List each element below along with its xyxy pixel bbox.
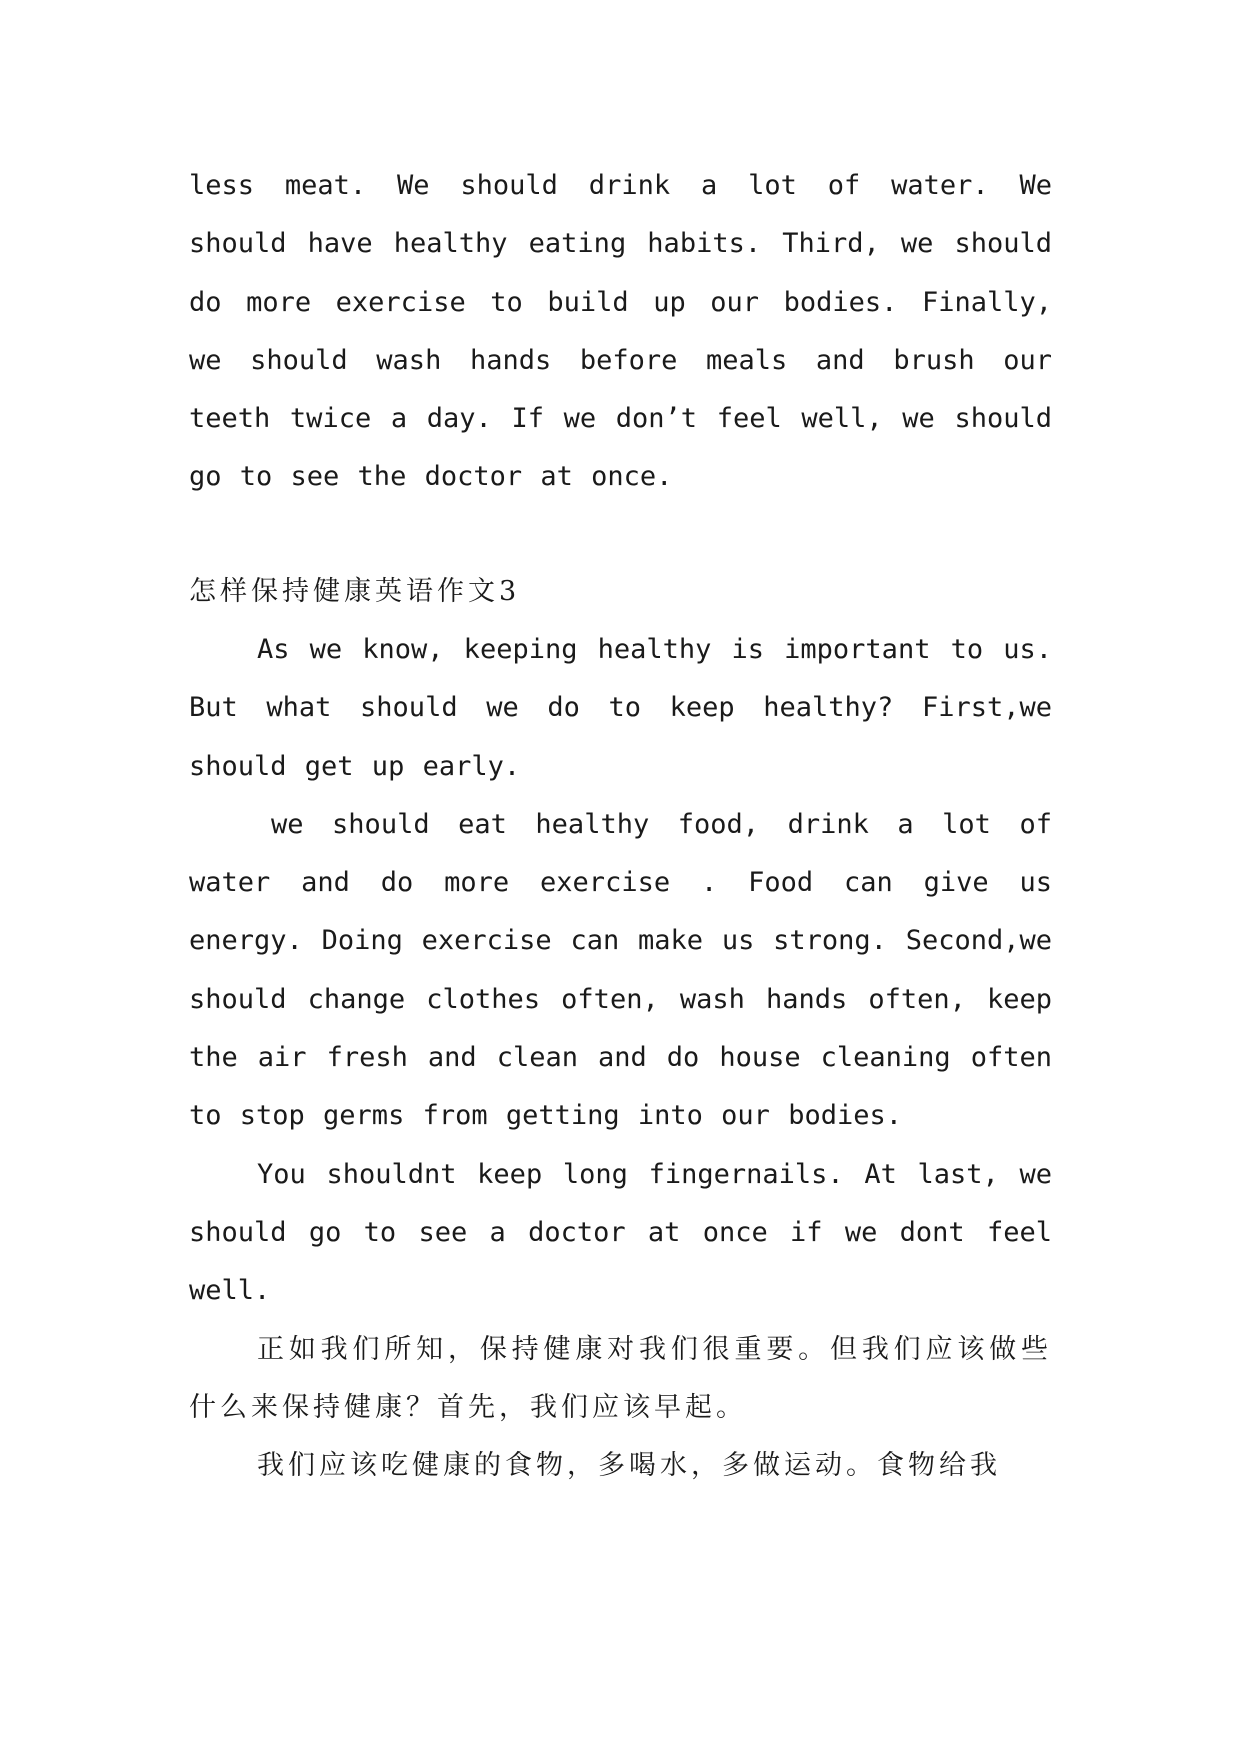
continued-paragraph: less meat. We should drink a lot of water. We should have healthy eating habits. Third, we should do more exercise to build up our bodies. Finally, we should wash hands before meals and brush our teeth twice a day. If we don’t feel well, we should go to see the doctor at once. (189, 170, 1052, 493)
essay-paragraph-chinese-food: 我们应该吃健康的食物，多喝水，多做运动。食物给我 (257, 1450, 1001, 1482)
essay-paragraph-chinese-intro: 正如我们所知，保持健康对我们很重要。但我们应该做些什么来保持健康？首先，我们应该早起。 (189, 1333, 1052, 1423)
essay-body (189, 621, 1052, 1495)
essay-paragraph-intro: As we know, keeping healthy is important to us. But what should we do to keep healthy? First,we should get up early. (189, 634, 1052, 782)
section-heading: 怎样保持健康英语作文3 (189, 576, 521, 607)
continued-paragraph-block (189, 157, 1052, 507)
essay-paragraph-conclusion: You shouldnt keep long fingernails. At last, we should go to see a doctor at once if we dont feel well. (189, 1158, 1052, 1307)
essay-paragraph-food-exercise: we should eat healthy food, drink a lot of water and do more exercise . Food can give us energy. Doing exercise can make us strong. Second,we should change clothes often, wash hands often, keep the air fresh and clean and do house cleaning often to stop germs from getting into our bodies. (189, 808, 1052, 1132)
